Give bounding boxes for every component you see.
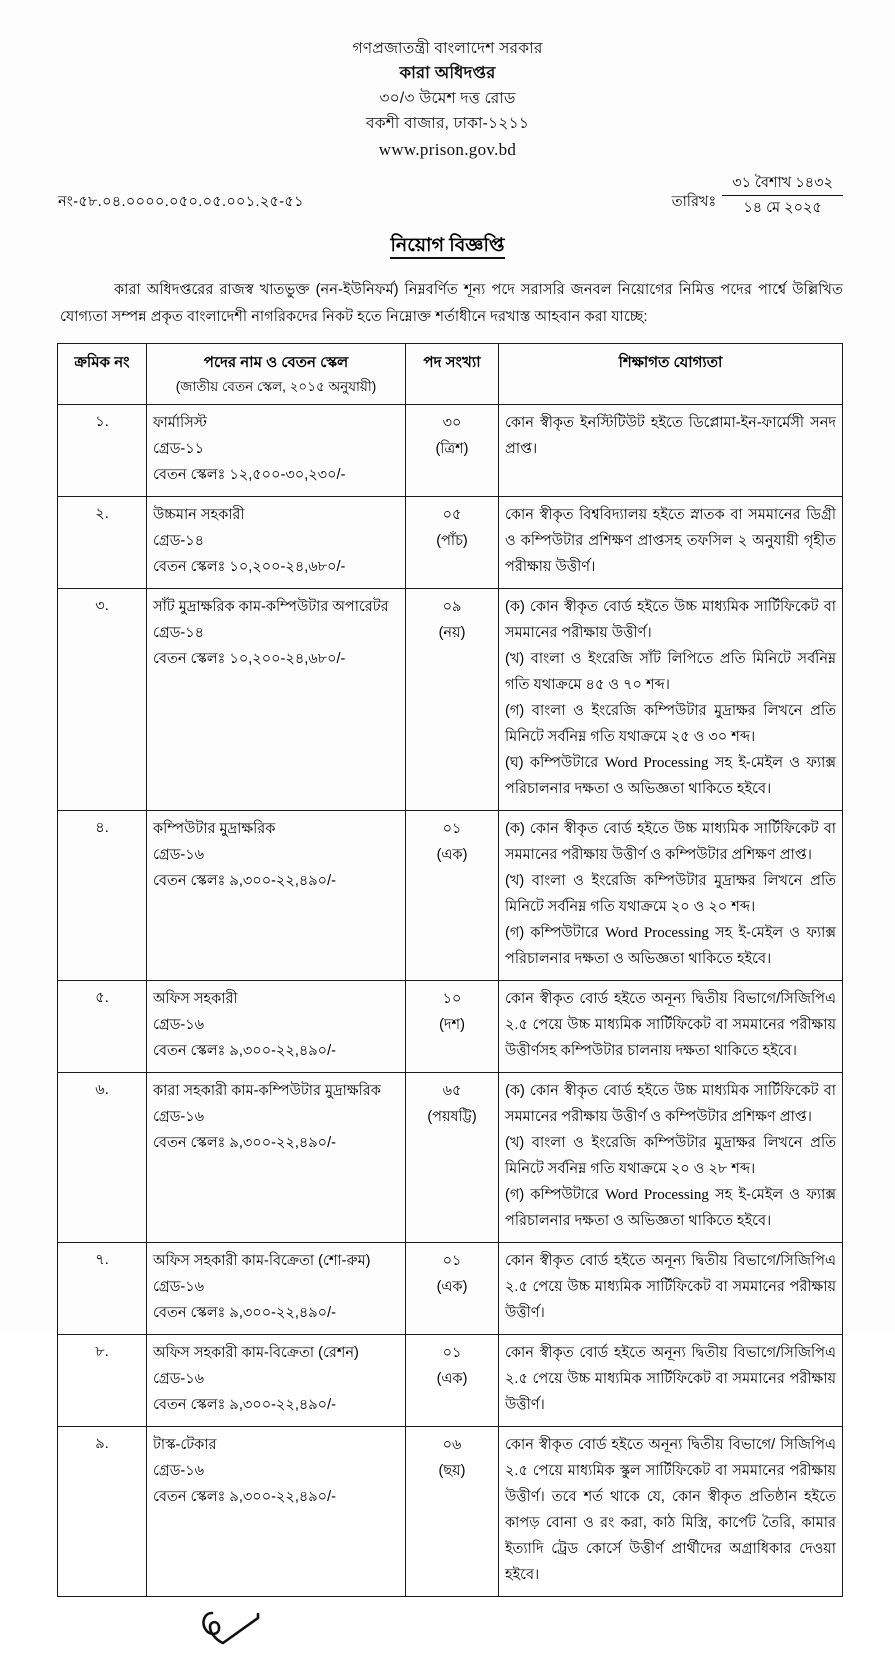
cell-post-count: [406, 1243, 499, 1335]
cell-qualification: [499, 811, 843, 981]
cell-post-name: [147, 811, 406, 981]
qualification-item: (খ) বাংলা ও ইংরেজি কম্পিউটার মুদ্রাক্ষর লিখনে প্রতি মিনিটে সর্বনিম্ন গতি যথাক্রমে ২০ ও ২০ শব্দ।: [505, 873, 836, 915]
post-grade: গ্রেড-১৪: [153, 625, 205, 641]
memo-number: নং-৫৮.০৪.০০০০.০৫০.০৫.০০১.২৫-৫১: [58, 194, 304, 210]
date-english: ১৪ মে ২০২৫: [743, 200, 822, 216]
post-scale: বেতন স্কেলঃ ১০,২০০-২৪,৬৮০/-: [153, 559, 346, 575]
page-title-text: নিয়োগ বিজ্ঞপ্তি: [390, 235, 504, 259]
table-row: [58, 981, 843, 1073]
cell-post-count: [406, 405, 499, 497]
latin-term: Word Processing: [604, 1187, 709, 1203]
qualification-item: কোন স্বীকৃত বোর্ড হইতে অনূন্য দ্বিতীয় বিভাগে/সিজিপিএ ২.৫ পেয়ে উচ্চ মাধ্যমিক সার্টিফিকেট বা সমমানের পরীক্ষায় উত্তীর্ণ।: [505, 1253, 836, 1321]
table-row: [58, 1073, 843, 1243]
letterhead: [0, 0, 895, 163]
cell-qualification: [499, 589, 843, 811]
cell-post-count: [406, 1427, 499, 1597]
cell-qualification: [499, 1335, 843, 1427]
table-head: [58, 344, 843, 405]
qualification-item: কোন স্বীকৃত বোর্ড হইতে অনূন্য দ্বিতীয় বিভাগে/সিজিপিএ ২.৫ পেয়ে উচ্চ মাধ্যমিক সার্টিফিকেট বা সমমানের পরীক্ষায় উত্তীর্ণ।: [505, 1345, 836, 1413]
post-grade: গ্রেড-১৬: [153, 1017, 205, 1033]
latin-term: Word Processing: [604, 925, 709, 941]
intro-paragraph: কারা অধিদপ্তরের রাজস্ব খাতভুক্ত (নন-ইউনিফর্ম) নিম্নবর্ণিত শূন্য পদে সরাসরি জনবল নিয়োগের নিমিত্ত পদের পার্শ্বে উল্লিখিত যোগ্যতা সম্পন্ন প্রকৃত বাংলাদেশী নাগরিকদের নিকট হতে নিম্নোক্ত শর্তাধীনে দরখাস্ত আহবান করা যাচ্ছে:: [60, 282, 843, 325]
cell-serial: ৮.: [58, 1335, 147, 1427]
qualification-item: (ক) কোন স্বীকৃত বোর্ড হইতে উচ্চ মাধ্যমিক সার্টিফিকেট বা সমমানের পরীক্ষায় উত্তীর্ণ ও কম্পিউটার প্রশিক্ষণ প্রাপ্ত।: [505, 1083, 836, 1125]
cell-post-name: [147, 1335, 406, 1427]
cell-serial: ১.: [58, 405, 147, 497]
post-post-name: কারা সহকারী কাম-কম্পিউটার মুদ্রাক্ষরিক: [153, 1083, 381, 1099]
table-row: [58, 1243, 843, 1335]
cell-post-count: [406, 1073, 499, 1243]
qualification-item: কোন স্বীকৃত বোর্ড হইতে অনূন্য দ্বিতীয় বিভাগে/সিজিপিএ ২.৫ পেয়ে উচ্চ মাধ্যমিক সার্টিফিকেট বা সমমানের পরীক্ষায় উত্তীর্ণসহ কম্পিউটার চালনায় দক্ষতা থাকিতে হইবে।: [505, 991, 836, 1059]
cell-serial: ৬.: [58, 1073, 147, 1243]
government-name: গণপ্রজাতন্ত্রী বাংলাদেশ সরকার: [352, 40, 543, 57]
header-post-main: পদের নাম ও বেতন স্কেল: [203, 354, 349, 371]
cell-qualification: [499, 497, 843, 589]
cell-post-count: [406, 1335, 499, 1427]
department-name: কারা অধিদপ্তর: [399, 64, 496, 82]
post-post-name: সাঁট মুদ্রাক্ষরিক কাম-কম্পিউটার অপারেটর: [153, 599, 389, 615]
header-post-sub: (জাতীয় বেতন স্কেল, ২০১৫ অনুযায়ী): [175, 379, 377, 394]
date-bangla: ৩১ বৈশাখ ১৪৩২: [722, 173, 843, 196]
cell-serial: ৩.: [58, 589, 147, 811]
count-words: (নয়): [438, 625, 466, 641]
count-digits: ০৯: [442, 599, 462, 615]
cell-serial: ৫.: [58, 981, 147, 1073]
post-grade: গ্রেড-১৬: [153, 1371, 205, 1387]
qualification-item: কোন স্বীকৃত বোর্ড হইতে অনূন্য দ্বিতীয় বিভাগে/ সিজিপিএ ২.৫ পেয়ে মাধ্যমিক স্কুল সার্টিফিকেট বা সমমানের পরীক্ষায় উত্তীর্ণ। তবে শর্ত থাকে যে, কোন স্বীকৃত প্রতিষ্ঠান হইতে কাপড় বোনা ও রং করা, কাঠ মিস্ত্রি, কার্পেট তৈরি, কামার ইত্যাদি ট্রেড কোর্সে উত্তীর্ণ প্রার্থীদের অগ্রাধিকার দেওয়া হইবে।: [505, 1437, 836, 1583]
table-row: [58, 497, 843, 589]
count-words: (পাঁচ): [436, 533, 468, 549]
header-qualification: শিক্ষাগত যোগ্যতা: [499, 344, 843, 405]
count-digits: ০৬: [442, 1437, 462, 1453]
post-post-name: উচ্চমান সহকারী: [153, 507, 245, 523]
latin-term: Word Processing: [604, 755, 709, 771]
count-digits: ০১: [442, 1345, 462, 1361]
cell-post-name: [147, 1427, 406, 1597]
table-row: [58, 1335, 843, 1427]
cell-post-count: [406, 811, 499, 981]
post-post-name: অফিস সহকারী কাম-বিক্রেতা (শো-রুম): [153, 1253, 371, 1269]
table-row: [58, 405, 843, 497]
table-body: [58, 405, 843, 1597]
post-scale: বেতন স্কেলঃ ১০,২০০-২৪,৬৮০/-: [153, 651, 346, 667]
qualification-item: (খ) বাংলা ও ইংরেজি কম্পিউটার মুদ্রাক্ষর লিখনে প্রতি মিনিটে সর্বনিম্ন গতি যথাক্রমে ২০ ও ২৮ শব্দ।: [505, 1135, 836, 1177]
qualification-item: (ঘ) কম্পিউটারে Word Processing সহ ই-মেইল ও ফ্যাক্স পরিচালনার দক্ষতা ও অভিজ্ঞতা থাকিতে হইবে।: [505, 755, 837, 797]
post-scale: বেতন স্কেলঃ ৯,৩০০-২২,৪৯০/-: [153, 1305, 336, 1321]
cell-serial: ৯.: [58, 1427, 147, 1597]
date-block: [672, 173, 843, 218]
qualification-item: (গ) কম্পিউটারে Word Processing সহ ই-মেইল ও ফ্যাক্স পরিচালনার দক্ষতা ও অভিজ্ঞতা থাকিতে হইবে।: [505, 925, 837, 967]
post-grade: গ্রেড-১৬: [153, 1463, 205, 1479]
post-scale: বেতন স্কেলঃ ৯,৩০০-২২,৪৯০/-: [153, 1397, 336, 1413]
table-row: [58, 811, 843, 981]
cell-serial: ৪.: [58, 811, 147, 981]
post-grade: গ্রেড-১৪: [153, 533, 205, 549]
cell-qualification: [499, 1427, 843, 1597]
post-grade: গ্রেড-১৬: [153, 847, 205, 863]
qualification-item: (গ) বাংলা ও ইংরেজি কম্পিউটার মুদ্রাক্ষর লিখনে প্রতি মিনিটে সর্বনিম্ন গতি যথাক্রমে ২৫ ও ৩০ শব্দ।: [505, 703, 836, 745]
post-post-name: ফার্মাসিস্ট: [153, 415, 207, 431]
post-scale: বেতন স্কেলঃ ৯,৩০০-২২,৪৯০/-: [153, 1489, 336, 1505]
post-post-name: অফিস সহকারী: [153, 991, 238, 1007]
jobs-table-wrapper: [57, 343, 843, 1597]
cell-qualification: [499, 405, 843, 497]
count-digits: ৬৫: [442, 1083, 462, 1099]
qualification-item: কোন স্বীকৃত ইনস্টিটিউট হইতে ডিপ্লোমা-ইন-ফার্মেসী সনদ প্রাপ্ত।: [505, 415, 836, 457]
header-post-name: [147, 344, 406, 405]
qualification-item: (গ) কম্পিউটারে Word Processing সহ ই-মেইল ও ফ্যাক্স পরিচালনার দক্ষতা ও অভিজ্ঞতা থাকিতে হইবে।: [505, 1187, 837, 1229]
count-words: (এক): [436, 847, 468, 863]
header-post-count: পদ সংখ্যা: [406, 344, 499, 405]
cell-post-name: [147, 1073, 406, 1243]
cell-serial: ২.: [58, 497, 147, 589]
cell-post-count: [406, 589, 499, 811]
post-post-name: টাস্ক-টেকার: [153, 1437, 217, 1453]
website-url: www.prison.gov.bd: [378, 140, 517, 159]
qualification-item: (খ) বাংলা ও ইংরেজি সাঁট লিপিতে প্রতি মিনিটে সর্বনিম্ন গতি যথাক্রমে ৪৫ ও ৭০ শব্দ।: [505, 651, 836, 693]
handwritten-signature-mark: [196, 1603, 266, 1649]
post-post-name: অফিস সহকারী কাম-বিক্রেতা (রেশন): [153, 1345, 359, 1361]
cell-post-name: [147, 981, 406, 1073]
address-line-2: বকশী বাজার, ঢাকা-১২১১: [365, 115, 530, 132]
post-scale: বেতন স্কেলঃ ৯,৩০০-২২,৪৯০/-: [153, 873, 336, 889]
cell-post-name: [147, 497, 406, 589]
cell-serial: ৭.: [58, 1243, 147, 1335]
cell-post-name: [147, 589, 406, 811]
count-words: (পয়ষট্টি): [427, 1109, 477, 1125]
post-scale: বেতন স্কেলঃ ৯,৩০০-২২,৪৯০/-: [153, 1135, 336, 1151]
page-title: [0, 231, 895, 263]
signature-area: [0, 1597, 895, 1667]
table-header-row: [58, 344, 843, 405]
post-scale: বেতন স্কেলঃ ৯,৩০০-২২,৪৯০/-: [153, 1043, 336, 1059]
cell-post-count: [406, 497, 499, 589]
post-post-name: কম্পিউটার মুদ্রাক্ষরিক: [153, 821, 276, 837]
count-words: (দশ): [439, 1017, 465, 1033]
cell-qualification: [499, 981, 843, 1073]
count-words: (এক): [436, 1371, 468, 1387]
cell-post-name: [147, 1243, 406, 1335]
date-label: তারিখঃ: [671, 193, 717, 210]
table-row: [58, 1427, 843, 1597]
post-scale: বেতন স্কেলঃ ১২,৫০০-৩০,২৩০/-: [153, 467, 346, 483]
memo-date-row: [0, 173, 895, 229]
jobs-table: [57, 343, 843, 1597]
cell-qualification: [499, 1073, 843, 1243]
count-words: (ছয়): [438, 1463, 466, 1479]
count-words: (ত্রিশ): [435, 441, 469, 457]
post-grade: গ্রেড-১৬: [153, 1279, 205, 1295]
post-grade: গ্রেড-১১: [153, 441, 205, 457]
table-row: [58, 589, 843, 811]
header-serial: ক্রমিক নং: [58, 344, 147, 405]
count-words: (এক): [436, 1279, 468, 1295]
count-digits: ৩০: [442, 415, 462, 431]
cell-qualification: [499, 1243, 843, 1335]
count-digits: ০১: [442, 1253, 462, 1269]
post-grade: গ্রেড-১৬: [153, 1109, 205, 1125]
qualification-item: (ক) কোন স্বীকৃত বোর্ড হইতে উচ্চ মাধ্যমিক সার্টিফিকেট বা সমমানের পরীক্ষায় উত্তীর্ণ ও কম্পিউটার প্রশিক্ষণ প্রাপ্ত।: [505, 821, 836, 863]
count-digits: ০৫: [442, 507, 462, 523]
date-fraction: [722, 173, 843, 218]
count-digits: ১০: [442, 991, 462, 1007]
cell-post-name: [147, 405, 406, 497]
qualification-item: (ক) কোন স্বীকৃত বোর্ড হইতে উচ্চ মাধ্যমিক সার্টিফিকেট বা সমমানের পরীক্ষায় উত্তীর্ণ।: [505, 599, 836, 641]
count-digits: ০১: [442, 821, 462, 837]
qualification-item: কোন স্বীকৃত বিশ্ববিদ্যালয় হইতে স্নাতক বা সমমানের ডিগ্রী ও কম্পিউটার প্রশিক্ষণ প্রাপ্তসহ তফসিল ২ অনুযায়ী গৃহীত পরীক্ষায় উত্তীর্ণ।: [505, 507, 836, 575]
address-line-1: ৩০/৩ উমেশ দত্ত রোড: [379, 90, 516, 107]
cell-post-count: [406, 981, 499, 1073]
